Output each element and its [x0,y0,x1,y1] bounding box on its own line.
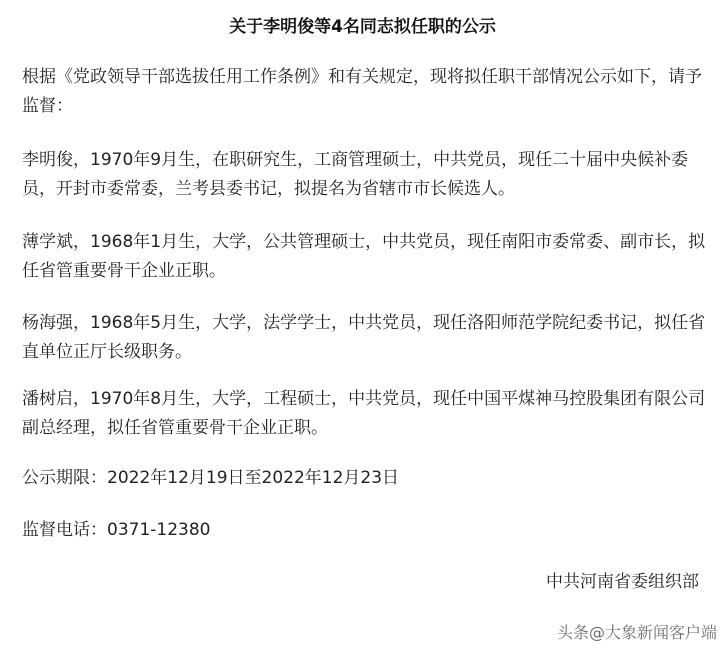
page-title: 关于李明俊等4名同志拟任职的公示 [229,17,496,37]
candidate-paragraph-4: 潘树启，1970年8月生，大学，工程硕士，中共党员，现任中国平煤神马控股集团有限公司副总经理，拟任省管重要骨干企业正职。 [22,389,706,438]
watermark: 头条@大象新闻客户端 [556,623,717,642]
candidate-paragraph-1: 李明俊，1970年9月生，在职研究生，工商管理硕士，中共党员，现任二十届中央候补委员，开封市委常委，兰考县委书记，拟提名为省辖市市长候选人。 [22,150,689,199]
publicity-period: 公示期限：2022年12月19日至2022年12月23日 [22,468,400,488]
issuer-signature: 中共河南省委组织部 [546,572,699,592]
candidate-paragraph-3: 杨海强，1968年5月生，大学，法学学士，中共党员，现任洛阳师范学院纪委书记，拟任省直单位正厅长级职务。 [22,313,706,362]
candidate-paragraph-2: 薄学斌，1968年1月生，大学，公共管理硕士，中共党员，现任南阳市委常委、副市长，拟任省管重要骨干企业正职。 [22,232,706,281]
intro-paragraph: 根据《党政领导干部选拔任用工作条例》和有关规定，现将拟任职干部情况公示如下，请予监督： [22,67,702,116]
supervision-phone: 监督电话：0371-12380 [22,520,211,540]
